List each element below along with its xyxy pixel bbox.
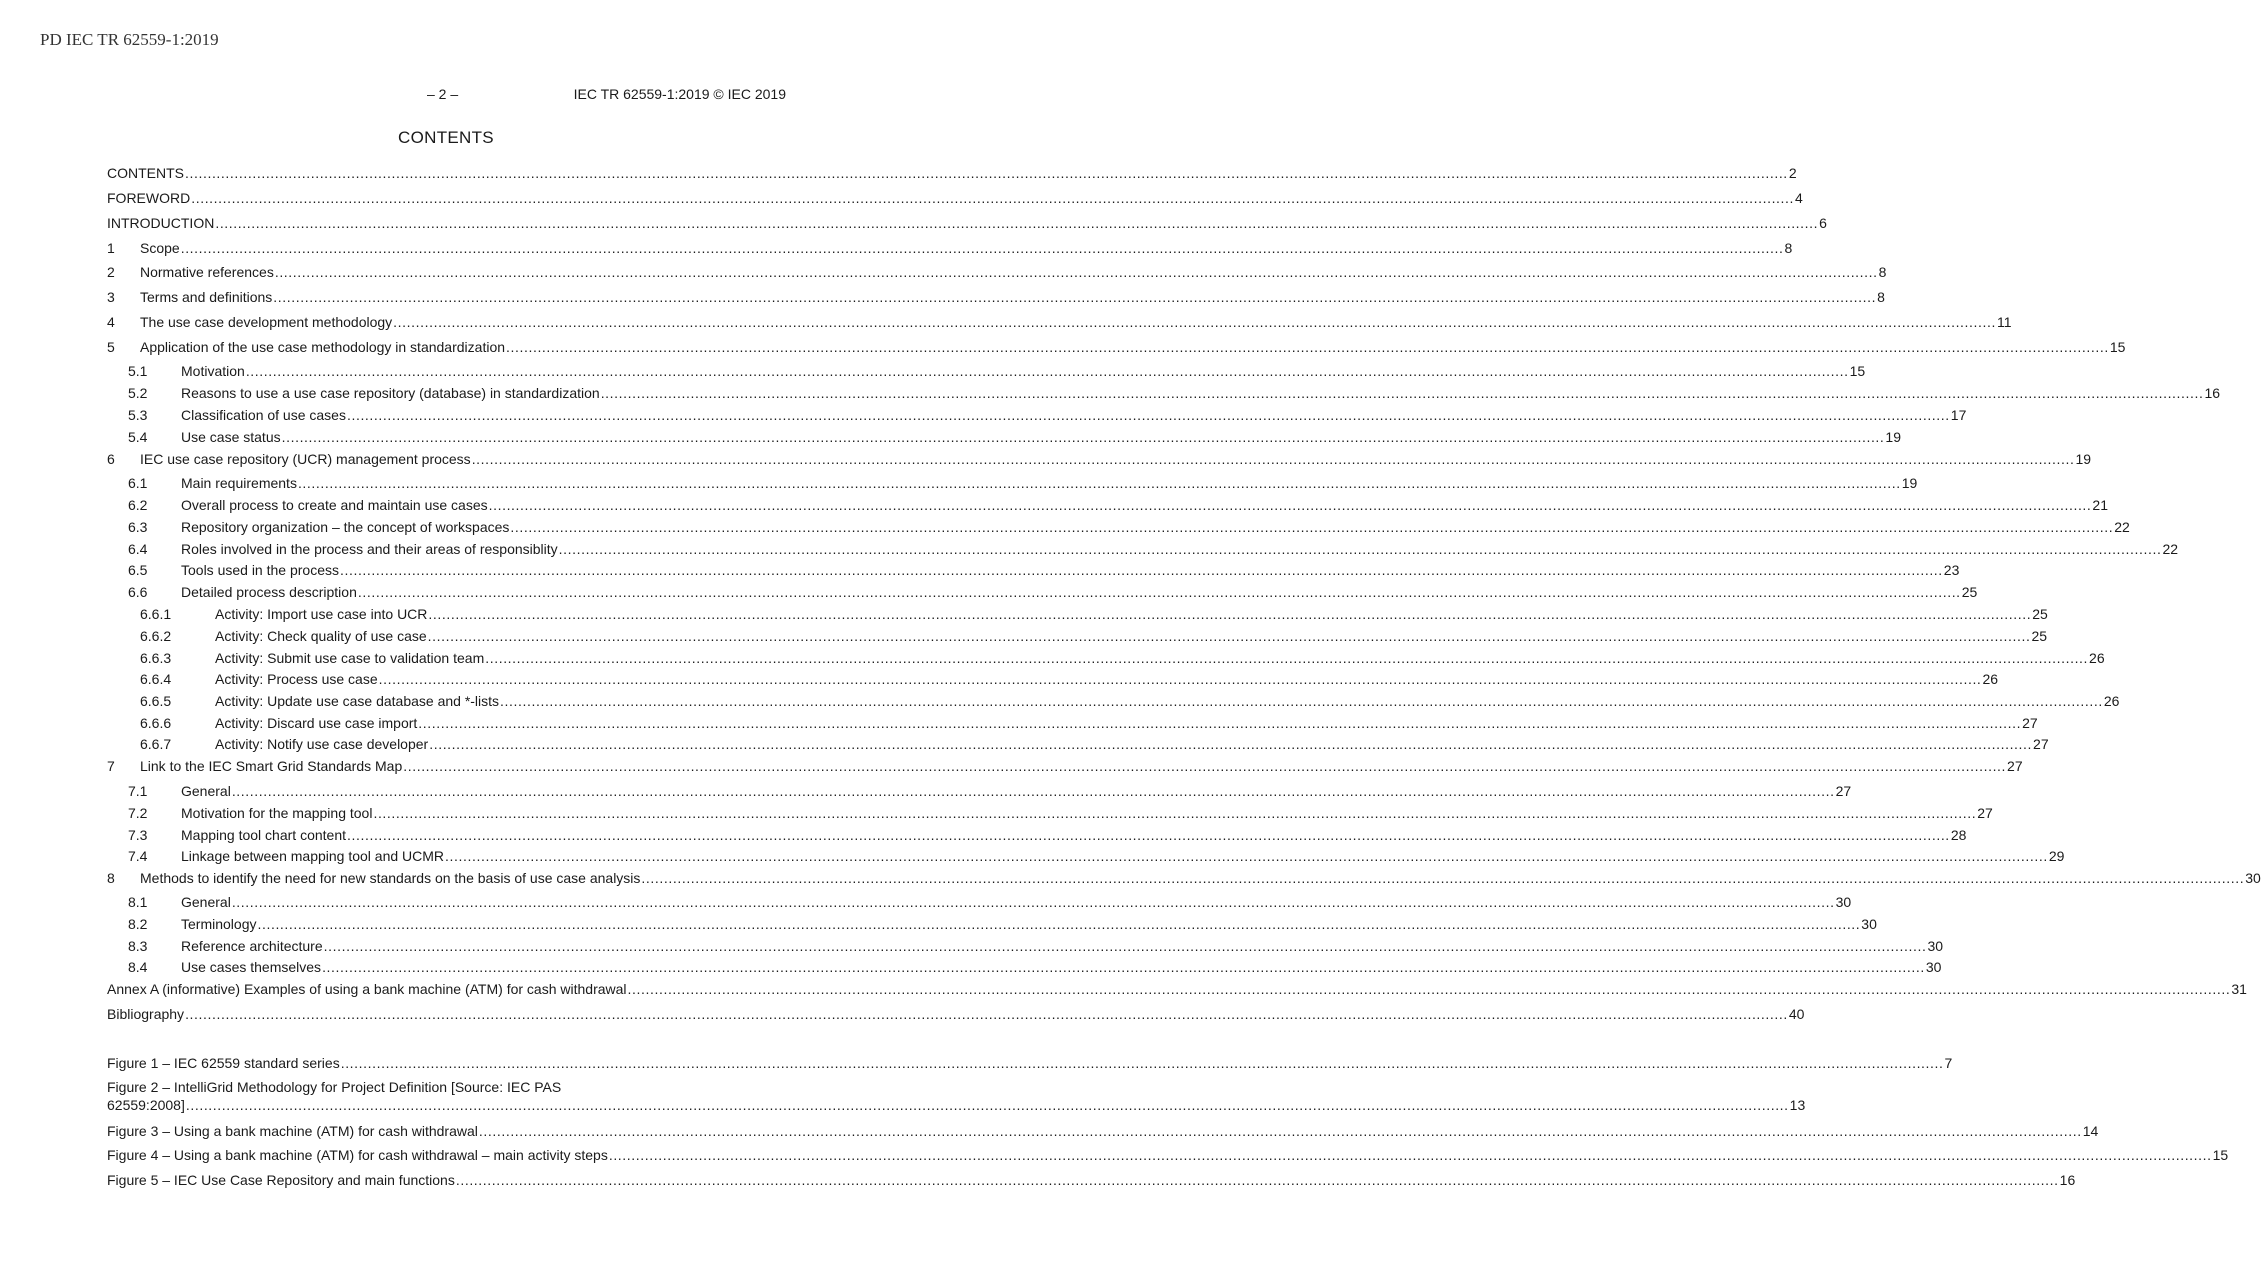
toc-entry-number: 8.4 <box>128 959 148 975</box>
figure-entry-title: Figure 3 – Using a bank machine (ATM) for cash withdrawal <box>107 1123 478 1139</box>
toc-entry[interactable] <box>107 384 2221 402</box>
toc-entry[interactable] <box>107 239 1793 257</box>
toc-entry[interactable] <box>107 937 1944 955</box>
toc-entry[interactable] <box>107 804 1993 822</box>
toc-entry-page: 6 <box>1819 215 1827 231</box>
toc-entry[interactable] <box>107 893 1852 911</box>
page-number: – 2 – <box>427 86 459 102</box>
dot-leader <box>246 362 1849 380</box>
toc-entry-number: 6.6.5 <box>140 693 172 709</box>
toc-entry[interactable] <box>107 288 1885 306</box>
toc-entry-page: 30 <box>1861 916 1877 932</box>
toc-entry-title: Activity: Update use case database and *-lists <box>215 693 500 709</box>
dot-leader <box>472 450 2075 468</box>
toc-entry-page: 26 <box>2103 693 2120 709</box>
dot-leader <box>181 239 1784 257</box>
toc-entry-title: Link to the IEC Smart Grid Standards Map <box>140 758 403 774</box>
toc-entry-title: Annex A (informative) Examples of using a bank machine (ATM) for cash withdrawal <box>107 981 627 997</box>
toc-entry-page: 19 <box>2075 451 2092 467</box>
dot-leader <box>322 958 1925 976</box>
toc-entry[interactable] <box>107 757 2023 775</box>
toc-entry-page: 26 <box>2089 650 2105 666</box>
toc-entry-page: 25 <box>2032 606 2048 622</box>
figure-entry-title: Figure 5 – IEC Use Case Repository and main functions <box>107 1172 455 1188</box>
dot-leader <box>445 847 2048 865</box>
toc-entry-page: 28 <box>1950 827 1967 843</box>
toc-entry-page: 30 <box>1927 938 1944 954</box>
toc-entry-title: Use cases themselves <box>181 959 322 975</box>
toc-entry-title: Main requirements <box>181 475 297 491</box>
figure-entry-title: Figure 1 – IEC 62559 standard series <box>107 1055 340 1071</box>
figure-entry-title: Figure 4 – Using a bank machine (ATM) for cash withdrawal – main activity steps <box>107 1147 608 1163</box>
toc-entry-number: 5.2 <box>128 385 148 401</box>
dot-leader <box>298 474 1901 492</box>
toc-entry[interactable] <box>107 362 1866 380</box>
toc-entry[interactable] <box>107 670 1999 688</box>
toc-entry[interactable] <box>107 915 1877 933</box>
toc-entry-title: Motivation for the mapping tool <box>181 805 373 821</box>
toc-entry-number: 6.6.7 <box>140 736 172 752</box>
figure-entry-page: 13 <box>1789 1097 1806 1113</box>
toc-entry-number: 7.3 <box>128 827 148 843</box>
toc-entry-title: Detailed process description <box>181 584 357 600</box>
toc-entry[interactable] <box>107 518 2130 536</box>
toc-entry-title: Terms and definitions <box>140 289 273 305</box>
toc-entry-page: 30 <box>1835 894 1852 910</box>
toc-entry-title: Normative references <box>140 264 274 280</box>
toc-entry-number: 5.3 <box>128 407 148 423</box>
dot-leader <box>186 1096 1789 1114</box>
toc-entry[interactable] <box>107 214 1827 232</box>
dot-leader <box>510 518 2113 536</box>
toc-entry-number: 4 <box>107 314 115 330</box>
dot-leader <box>403 757 2006 775</box>
toc-entry-title: Repository organization – the concept of workspaces <box>181 519 510 535</box>
toc-entry-page: 15 <box>1849 363 1866 379</box>
toc-entry-title: General <box>181 894 231 910</box>
dot-leader <box>232 782 1835 800</box>
dot-leader <box>379 670 1982 688</box>
toc-entry-number: 6.6.1 <box>140 606 172 622</box>
figure-entry-title: Figure 2 – IntelliGrid Methodology for Project Definition [Source: IEC PAS <box>107 1079 562 1095</box>
dot-leader <box>185 164 1788 182</box>
toc-entry-page: 27 <box>2007 758 2023 774</box>
toc-entry-number: 7.1 <box>128 783 148 799</box>
toc-entry-number: 6.3 <box>128 519 148 535</box>
toc-entry-page: 4 <box>1795 190 1803 206</box>
figure-entry-page: 14 <box>2082 1123 2099 1139</box>
dot-leader <box>559 540 2162 558</box>
toc-entry[interactable] <box>107 496 2108 514</box>
dot-leader <box>191 189 1794 207</box>
toc-entry-number: 8.1 <box>128 894 148 910</box>
toc-entry-page: 29 <box>2048 848 2065 864</box>
toc-entry-number: 6.2 <box>128 497 148 513</box>
toc-entry-page: 27 <box>2022 715 2038 731</box>
toc-entry-page: 21 <box>2092 497 2108 513</box>
dot-leader <box>257 915 1860 933</box>
dot-leader <box>373 804 1976 822</box>
toc-entry-number: 8.2 <box>128 916 148 932</box>
toc-entry-title: Activity: Check quality of use case <box>215 628 427 644</box>
toc-entry-page: 8 <box>1877 289 1885 305</box>
toc-entry-title: The use case development methodology <box>140 314 393 330</box>
toc-entry-page: 11 <box>1996 314 2012 330</box>
dot-leader <box>347 826 1950 844</box>
toc-entry-page: 19 <box>1885 429 1901 445</box>
dot-leader <box>418 714 2021 732</box>
toc-entry-page: 26 <box>1982 671 1999 687</box>
dot-leader <box>609 1146 2212 1164</box>
toc-entry-number: 3 <box>107 289 115 305</box>
toc-entry-number: 6.6 <box>128 584 148 600</box>
toc-entry[interactable] <box>107 263 1887 281</box>
toc-entry-number: 6.6.3 <box>140 650 172 666</box>
dot-leader <box>358 583 1961 601</box>
toc-entry[interactable] <box>107 406 1967 424</box>
toc-entry[interactable] <box>107 869 2261 887</box>
toc-entry[interactable] <box>107 313 2012 331</box>
toc-entry[interactable] <box>107 980 2247 998</box>
figure-entry[interactable] <box>107 1146 2229 1164</box>
page-code: IEC TR 62559-1:2019 © IEC 2019 <box>573 86 786 102</box>
toc-entry-number: 6.6.6 <box>140 715 172 731</box>
figure-entry-page: 15 <box>2212 1147 2229 1163</box>
toc-entry-title: Activity: Notify use case developer <box>215 736 429 752</box>
toc-entry-title: General <box>181 783 231 799</box>
document-header: PD IEC TR 62559-1:2019 <box>40 30 219 49</box>
toc-entry[interactable] <box>107 605 2048 623</box>
toc-entry-title: Bibliography <box>107 1006 185 1022</box>
toc-entry-page: 23 <box>1943 562 1960 578</box>
dot-leader <box>641 869 2244 887</box>
toc-entry-page: 16 <box>2204 385 2221 401</box>
dot-leader <box>506 338 2109 356</box>
toc-entry-number: 5.1 <box>128 363 148 379</box>
toc-entry[interactable] <box>107 561 1960 579</box>
dot-leader <box>456 1171 2059 1189</box>
toc-entry[interactable] <box>107 627 2048 645</box>
toc-entry-page: 25 <box>1961 584 1978 600</box>
toc-entry-title: IEC use case repository (UCR) management process <box>140 451 471 467</box>
toc-entry-number: 2 <box>107 264 115 280</box>
toc-entry[interactable] <box>107 847 2065 865</box>
toc-entry-number: 5.4 <box>128 429 148 445</box>
toc-entry[interactable] <box>107 189 1803 207</box>
figure-entry[interactable] <box>107 1078 1806 1114</box>
toc-entry[interactable] <box>107 714 2038 732</box>
toc-entry[interactable] <box>107 338 2126 356</box>
toc-entry-title: Overall process to create and maintain use cases <box>181 497 488 513</box>
toc-entry-title: Mapping tool chart content <box>181 827 346 843</box>
toc-entry-title: Activity: Discard use case import <box>215 715 418 731</box>
dot-leader <box>628 980 2231 998</box>
dot-leader <box>601 384 2204 402</box>
toc-entry-title: Classification of use cases <box>181 407 346 423</box>
toc-entry-page: 30 <box>1925 959 1942 975</box>
contents-title: CONTENTS <box>398 128 494 147</box>
toc-entry-title: Methods to identify the need for new standards on the basis of use case analysis <box>140 870 641 886</box>
dot-leader <box>347 406 1950 424</box>
dot-leader <box>393 313 1996 331</box>
toc-entry[interactable] <box>107 450 2092 468</box>
figure-entry-page: 16 <box>2059 1172 2076 1188</box>
toc-entry-number: 1 <box>107 240 115 256</box>
toc-entry[interactable] <box>107 1005 1805 1023</box>
toc-entry-title: Motivation <box>181 363 245 379</box>
toc-entry-title: Activity: Submit use case to validation team <box>215 650 485 666</box>
figure-entry[interactable] <box>107 1171 2076 1189</box>
toc-entry-page: 17 <box>1950 407 1967 423</box>
toc-entry-title: CONTENTS <box>107 165 184 181</box>
toc-entry-page: 8 <box>1878 264 1887 280</box>
figure-entry-title-continued: 62559:2008] <box>107 1097 185 1113</box>
figure-entry[interactable] <box>107 1122 2099 1140</box>
toc-entry-number: 6.6.4 <box>140 671 172 687</box>
toc-entry[interactable] <box>107 583 1978 601</box>
toc-entry-title: Activity: Process use case <box>215 671 378 687</box>
toc-entry-title: Roles involved in the process and their areas of responsiblity <box>181 541 558 557</box>
toc-entry-title: Reasons to use a use case repository (database) in standardization <box>181 385 600 401</box>
toc-entry-number: 7.2 <box>128 805 148 821</box>
dot-leader <box>282 428 1885 446</box>
dot-leader <box>341 1054 1944 1072</box>
toc-entry-number: 6.6.2 <box>140 628 172 644</box>
dot-leader <box>500 692 2103 710</box>
toc-entry[interactable] <box>107 826 1967 844</box>
toc-entry-page: 31 <box>2231 981 2247 997</box>
dot-leader <box>489 496 2092 514</box>
toc-entry[interactable] <box>107 164 1797 182</box>
toc-entry-title: Activity: Import use case into UCR <box>215 606 428 622</box>
dot-leader <box>429 735 2032 753</box>
toc-entry-page: 8 <box>1784 240 1793 256</box>
toc-entry-number: 5 <box>107 339 115 355</box>
dot-leader <box>428 627 2031 645</box>
toc-entry[interactable] <box>107 692 2120 710</box>
toc-entry[interactable] <box>107 649 2105 667</box>
dot-leader <box>232 893 1835 911</box>
toc-entry-page: 27 <box>1835 783 1852 799</box>
toc-entry-number: 6 <box>107 451 115 467</box>
toc-entry-number: 7.4 <box>128 848 148 864</box>
toc-entry-page: 27 <box>2033 736 2049 752</box>
toc-entry-page: 15 <box>2109 339 2126 355</box>
toc-entry-title: Application of the use case methodology in standardization <box>140 339 506 355</box>
page-header <box>0 86 892 104</box>
toc-entry-number: 8.3 <box>128 938 148 954</box>
figure-entry[interactable] <box>107 1054 1953 1072</box>
toc-entry-page: 2 <box>1788 165 1797 181</box>
dot-leader <box>479 1122 2082 1140</box>
toc-entry-page: 22 <box>2162 541 2179 557</box>
toc-entry[interactable] <box>107 428 1901 446</box>
dot-leader <box>273 288 1876 306</box>
toc-entry-title: Terminology <box>181 916 257 932</box>
figure-entry-page: 7 <box>1944 1055 1953 1071</box>
toc-entry-title: Reference architecture <box>181 938 323 954</box>
toc-entry-number: 7 <box>107 758 115 774</box>
toc-entry-title: FOREWORD <box>107 190 191 206</box>
toc-entry-page: 40 <box>1788 1006 1805 1022</box>
toc-entry-title: INTRODUCTION <box>107 215 215 231</box>
toc-entry-number: 8 <box>107 870 115 886</box>
toc-entry[interactable] <box>107 782 1852 800</box>
dot-leader <box>485 649 2088 667</box>
toc-entry[interactable] <box>107 540 2179 558</box>
figure-entry-second-line <box>107 1096 1806 1114</box>
toc-entry-page: 30 <box>2245 870 2261 886</box>
dot-leader <box>215 214 1818 232</box>
toc-entry-title: Scope <box>140 240 180 256</box>
toc-entry-number: 6.1 <box>128 475 148 491</box>
toc-entry-title: Use case status <box>181 429 281 445</box>
toc-entry-page: 25 <box>2031 628 2048 644</box>
dot-leader <box>185 1005 1788 1023</box>
toc-entry-number: 6.4 <box>128 541 148 557</box>
toc-entry-title: Linkage between mapping tool and UCMR <box>181 848 445 864</box>
toc-entry-page: 19 <box>1901 475 1918 491</box>
toc-entry-title: Tools used in the process <box>181 562 339 578</box>
toc-entry[interactable] <box>107 958 1942 976</box>
toc-entry-number: 6.5 <box>128 562 148 578</box>
dot-leader <box>428 605 2031 623</box>
toc-entry[interactable] <box>107 735 2049 753</box>
dot-leader <box>324 937 1927 955</box>
dot-leader <box>275 263 1878 281</box>
dot-leader <box>340 561 1943 579</box>
toc-entry-page: 27 <box>1977 805 1993 821</box>
toc-entry[interactable] <box>107 474 1918 492</box>
toc-entry-page: 22 <box>2114 519 2130 535</box>
